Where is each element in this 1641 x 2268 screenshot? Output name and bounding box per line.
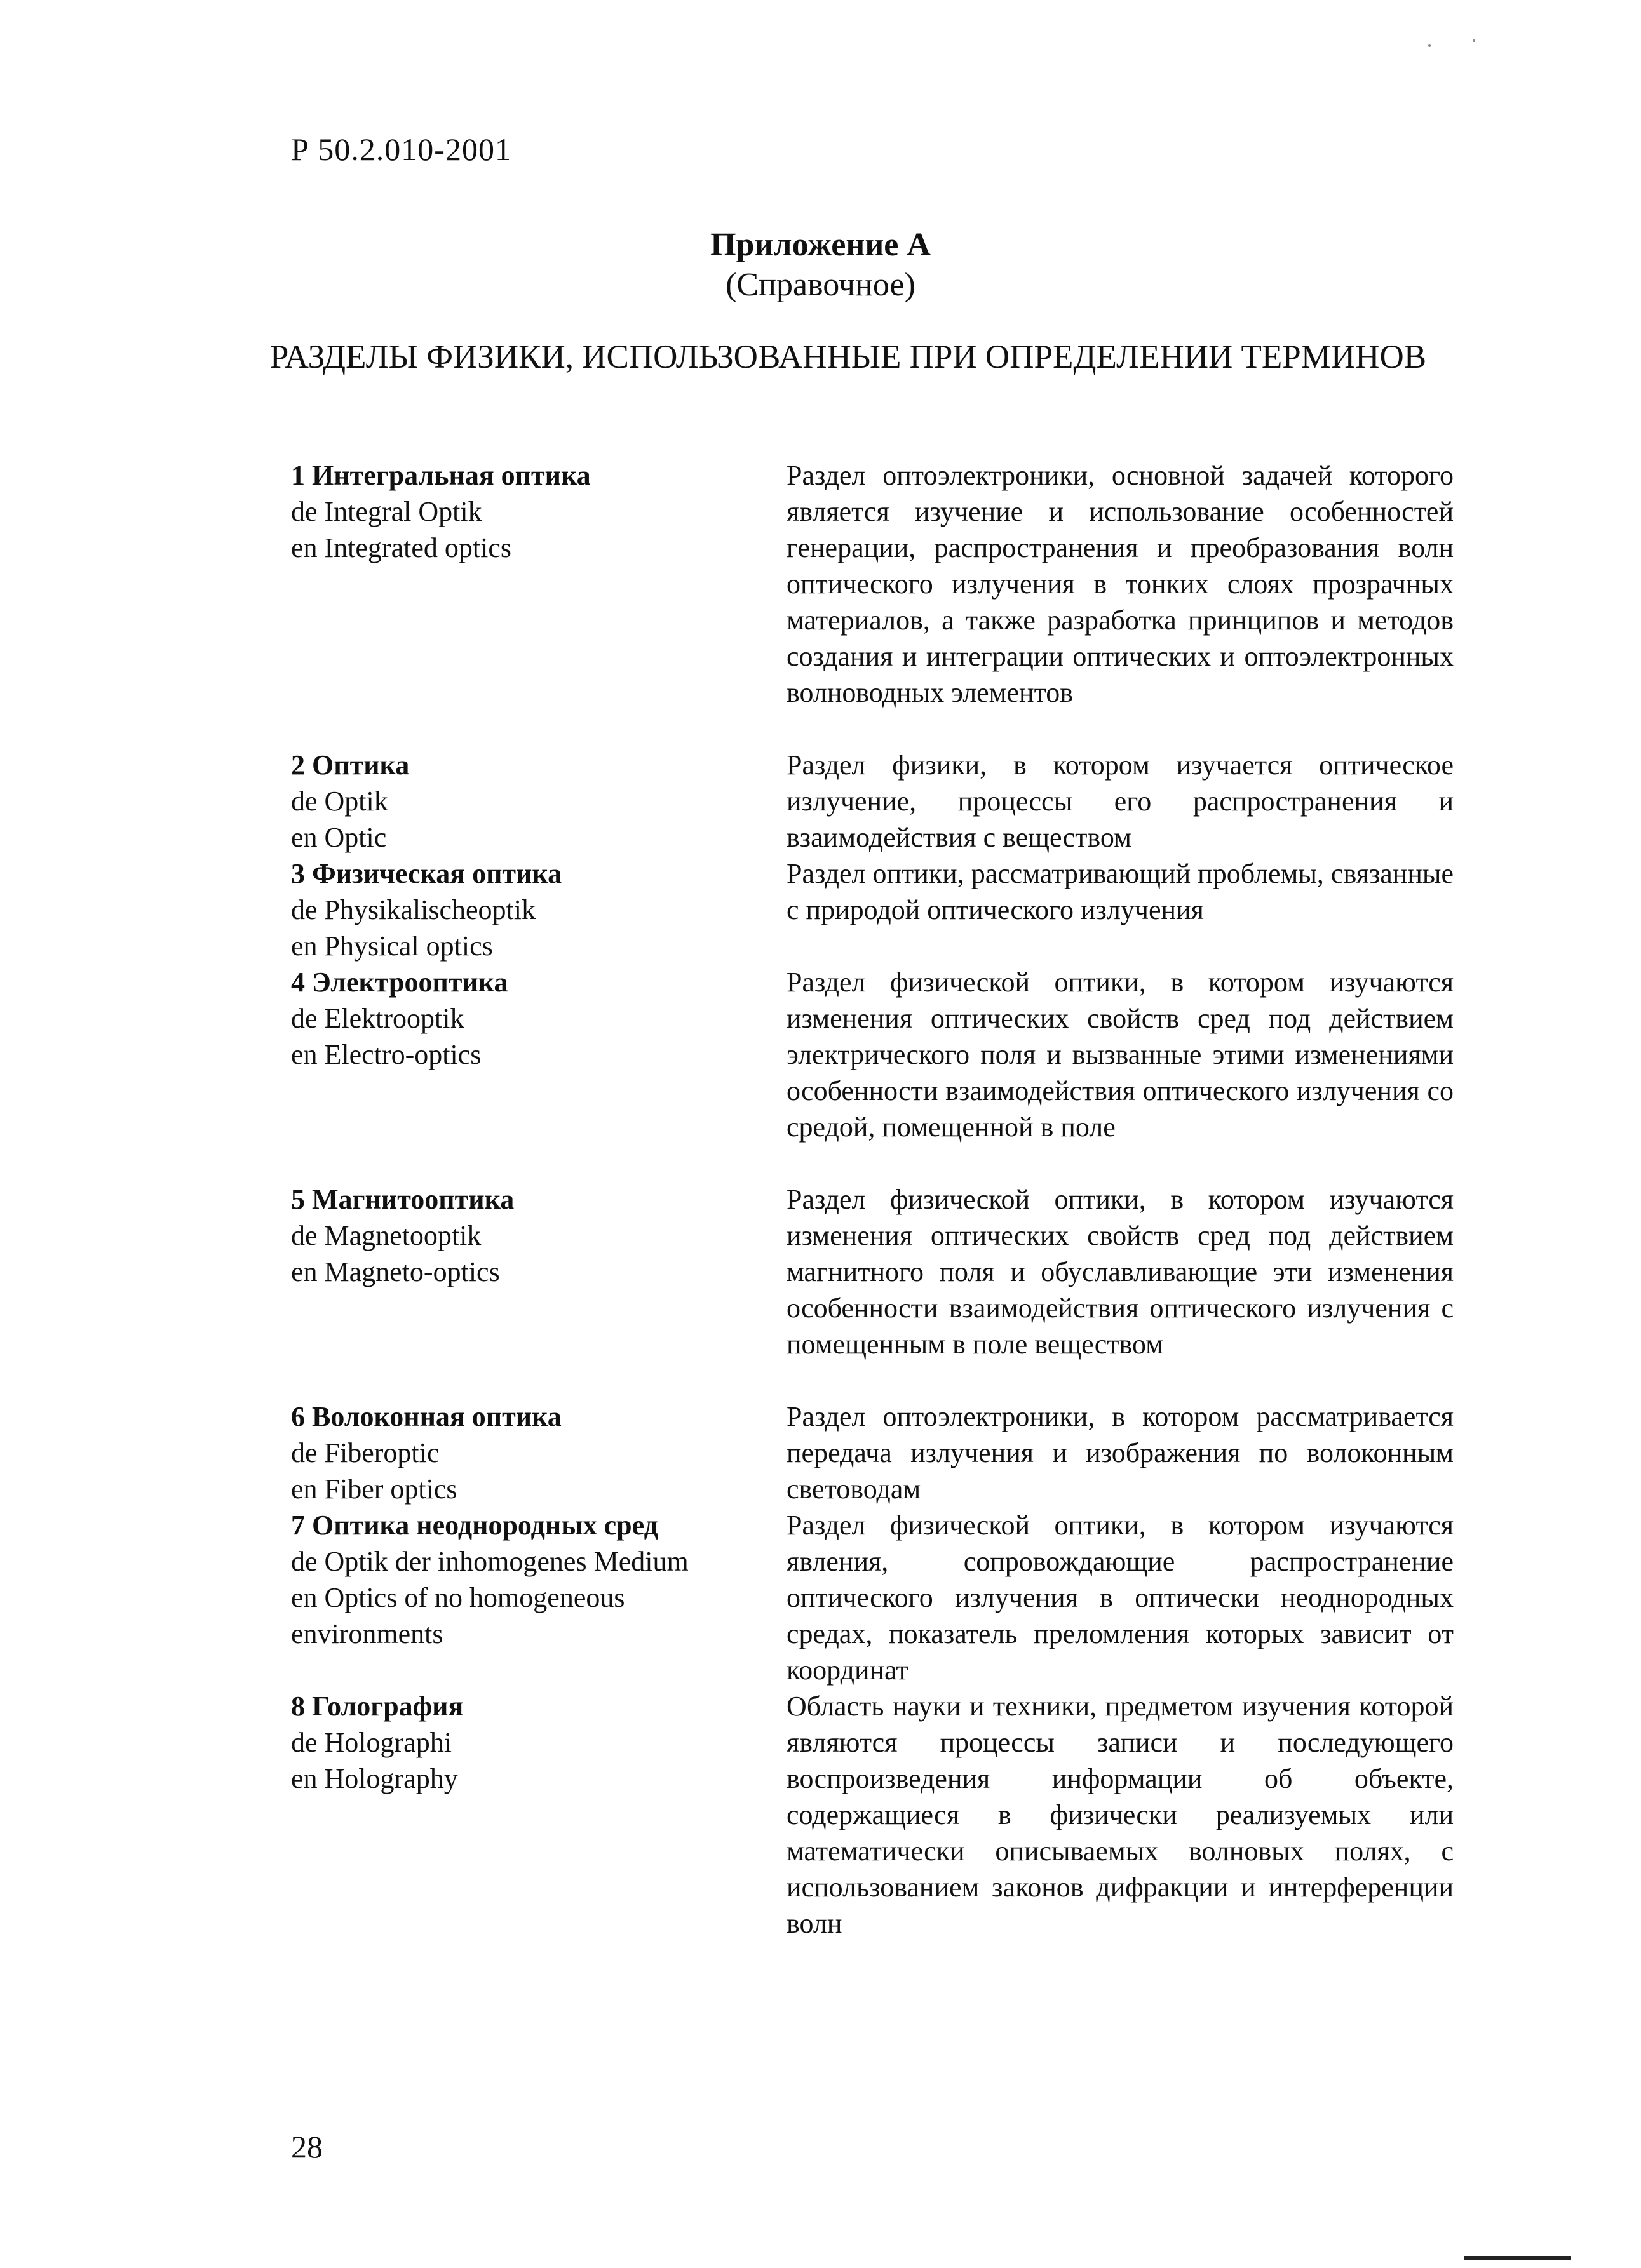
term-entry-7 [291,1507,1454,1688]
term-block [291,1507,748,1688]
term-definition: Область науки и техники, предметом изучения которой являются процессы записи и последующего воспроизведения информации об объекте, содержащиеся в физически реализуемых или математически описываемых волновых полях, с использованием законов дифракции и интерференции волн [787,1691,1454,1939]
term-german: de Holographi [291,1727,452,1758]
scan-speck [1428,44,1431,47]
term-name: 7 Оптика неоднородных сред [291,1510,658,1541]
scan-edge-line [1464,2256,1571,2260]
term-name: 5 Магнитооптика [291,1184,515,1215]
term-german: de Elektrooptik [291,1003,464,1034]
term-english: en Holography [291,1763,458,1794]
term-definition: Раздел оптоэлектроники, основной задачей которого является изучение и использование особенностей генерации, распространения и преобразования волн оптического излучения в тонких слоях прозрачных материалов, а также разработка принципов и методов создания и интеграции оптических и оптоэлектронных волноводных элементов [787,460,1454,708]
term-german: de Magnetooptik [291,1220,482,1251]
term-name: 4 Электрооптика [291,967,508,998]
term-block [291,457,748,747]
term-entry-3 [291,856,1454,964]
term-english: en Optics of no homogeneous environments [291,1582,625,1649]
term-name: 8 Голография [291,1691,464,1722]
term-block [291,1181,748,1399]
term-german: de Integral Optik [291,496,482,527]
term-name: 2 Оптика [291,749,410,781]
term-english: en Optic [291,822,387,853]
term-english: en Electro-optics [291,1039,482,1070]
term-name: 3 Физическая оптика [291,858,562,889]
term-definition: Раздел физической оптики, в котором изучаются явления, сопровождающие распространение оптического излучения в оптически неоднородных средах, показатель преломления которых зависит от координат [787,1510,1454,1686]
term-english: en Physical optics [291,930,493,962]
term-entry-8 [291,1688,1454,1942]
term-block [291,747,748,856]
terms-list [291,457,1454,1942]
term-block [291,1399,748,1507]
term-entry-4 [291,964,1454,1181]
term-english: en Magneto-optics [291,1256,500,1287]
term-german: de Optik der inhomogenes Medium [291,1546,689,1577]
appendix-subtitle: (Справочное) [726,267,915,303]
term-block [291,1688,748,1942]
appendix-title: Приложение А [710,227,931,263]
term-entry-1 [291,457,1454,747]
page-number: 28 [291,2129,323,2164]
term-definition: Раздел физики, в котором изучается оптическое излучение, процессы его распространения и взаимодействия с веществом [787,749,1454,853]
term-entry-6 [291,1399,1454,1507]
term-definition: Раздел физической оптики, в котором изучаются изменения оптических свойств сред под действием электрического поля и вызванные этими изменениями особенности взаимодействия оптического излучения со средой, помещенной в поле [787,967,1454,1143]
document-code: Р 50.2.010-2001 [291,131,511,167]
term-name: 1 Интегральная оптика [291,460,591,491]
section-title: РАЗДЕЛЫ ФИЗИКИ, ИСПОЛЬЗОВАННЫЕ ПРИ ОПРЕДЕЛЕНИИ ТЕРМИНОВ [269,339,1427,375]
term-entry-5 [291,1181,1454,1399]
term-block [291,856,748,964]
term-entry-2 [291,747,1454,856]
term-german: de Physikalischeoptik [291,894,536,925]
term-definition: Раздел оптоэлектроники, в котором рассматривается передача излучения и изображения по волоконным световодам [787,1401,1454,1505]
term-definition: Раздел оптики, рассматривающий проблемы, связанные с природой оптического излучения [787,858,1454,925]
term-english: en Fiber optics [291,1473,457,1505]
scan-speck [1473,39,1475,42]
term-english: en Integrated optics [291,532,511,563]
term-german: de Fiberoptic [291,1437,440,1468]
term-definition: Раздел физической оптики, в котором изучаются изменения оптических свойств сред под действием магнитного поля и обуславливающие эти изменения особенности взаимодействия оптического излучения с помещенным в поле веществом [787,1184,1454,1360]
term-block [291,964,748,1181]
term-name: 6 Волоконная оптика [291,1401,562,1432]
term-german: de Optik [291,786,388,817]
